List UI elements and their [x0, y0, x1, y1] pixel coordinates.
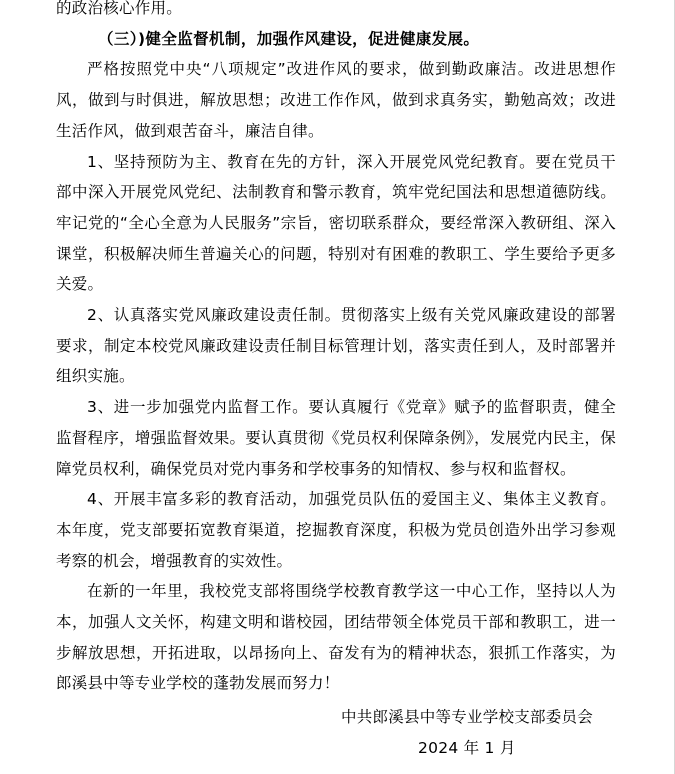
paragraph-item-3: 3、进一步加强党内监督工作。要认真履行《党章》赋予的监督职责，健全监督程序，增强监督效果。要认真贯彻《党员权利保障条例》，发展党内民主，保障党员权利，确保党员对党内事务和学校事务的知情权、参与权和监督权。: [56, 398, 616, 478]
paragraph-item-4: 4、开展丰富多彩的教育活动，加强党员队伍的爱国主义、集体主义教育。本年度，党支部要拓宽教育渠道，挖掘教育深度，积极为党员创造外出学习参观考察的机会，增强教育的实效性。: [56, 490, 616, 570]
paragraph-style-requirements: 严格按照党中央“八项规定”改进作风的要求，做到勤政廉洁。改进思想作风，做到与时俱进，解放思想；改进工作作风，做到求真务实，勤勉高效；改进生活作风，做到艰苦奋斗，廉洁自律。: [56, 60, 616, 140]
signature-date: 2024 年 1 月: [418, 739, 516, 757]
section-heading: （三）)健全监督机制，加强作风建设，促进健康发展。: [98, 29, 480, 48]
signature-organization: 中共郎溪县中等专业学校支部委员会: [341, 708, 594, 726]
lead-line: 的政治核心作用。: [56, 0, 183, 17]
document-body: [56, 0, 616, 699]
paragraph-item-2: 2、认真落实党风廉政建设责任制。贯彻落实上级有关党风廉政建设的部署要求，制定本校党风廉政建设责任制目标管理计划，落实责任到人，及时部署并组织实施。: [56, 306, 616, 386]
paragraph-closing: 在新的一年里，我校党支部将围绕学校教育教学这一中心工作，坚持以人为本，加强人文关怀，构建文明和谐校园，团结带领全体党员干部和教职工，进一步解放思想，开拓进取，以昂扬向上、奋发有为的精神状态，狠抓工作落实，为郎溪县中等专业学校的蓬勃发展而努力！: [56, 582, 616, 693]
paragraph-item-1: 1、坚持预防为主、教育在先的方针，深入开展党风党纪教育。要在党员干部中深入开展党风党纪、法制教育和警示教育，筑牢党纪国法和思想道德防线。牢记党的“全心全意为人民服务”宗旨，密切联系群众，要经常深入教研组、深入课堂，积极解决师生普遍关心的问题，特别对有困难的教职工、学生要给予更多关爱。: [56, 152, 616, 294]
